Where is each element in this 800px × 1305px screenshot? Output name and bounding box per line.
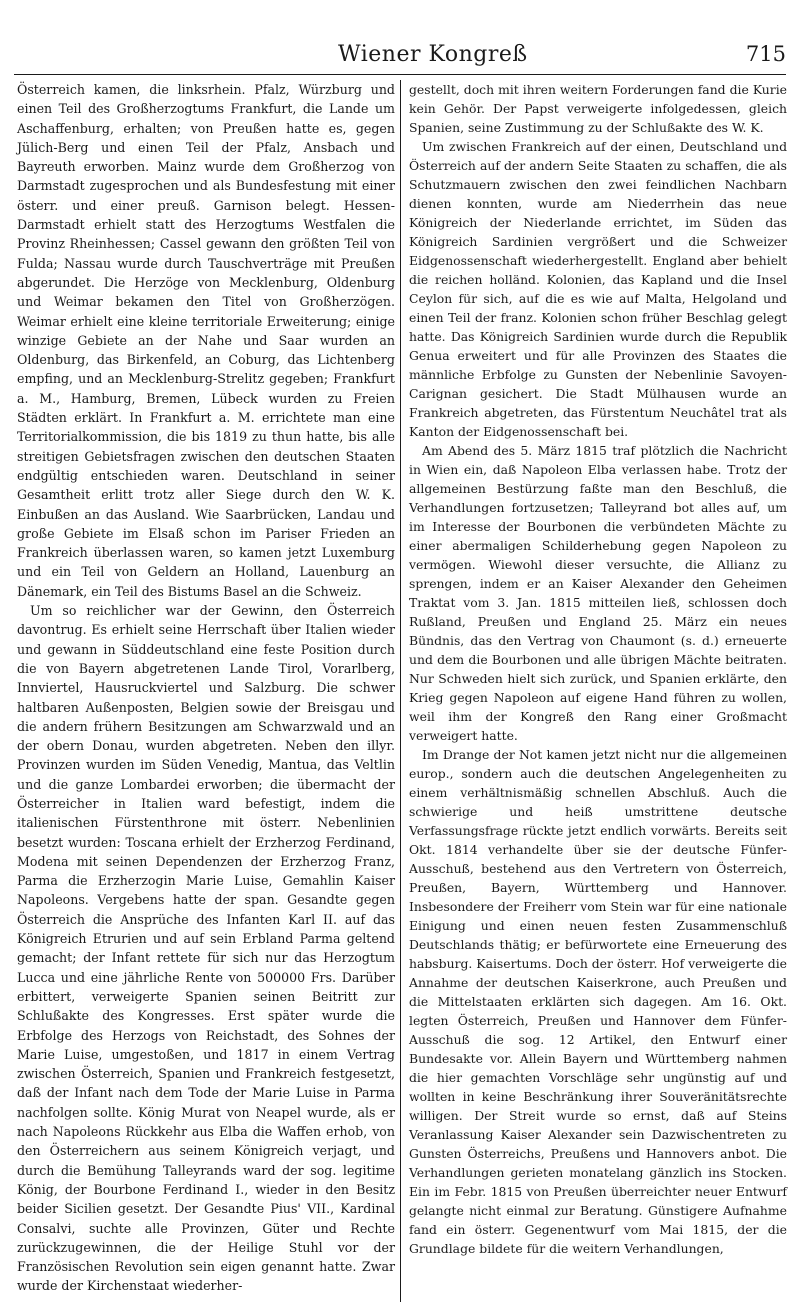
running-title: Wiener Kongreß bbox=[338, 42, 528, 67]
paragraph: Im Drange der Not kamen jetzt nicht nur die allgemeinen europ., sondern auch die deutschen Angelegenheiten zu einem verhältnismäßig schnellen Abschluß. Auch die schwierige und heiß umstrittene deutsche Verfassungsfrage rückte jetzt endlich vorwärts. Bereits seit Okt. 1814 verhandelte über sie der deutsche Fünfer-Ausschuß, bestehend aus den Vertretern von Österreich, Preußen, Bayern, Württemberg und Hannover. Insbesondere der Freiherr vom Stein war für eine nationale Einigung und einen neuen festen Zusammenschluß Deutschlands thätig; er befürwortete eine Erneuerung des habsburg. Kaisertums. Doch der österr. Hof verweigerte die Annahme der deutschen Kaiserkrone, auch Preußen und die Mittelstaaten erklärten sich dagegen. Am 16. Okt. legten Österreich, Preußen und Hannover dem Fünfer-Ausschuß die sog. 12 Artikel, den Entwurf einer Bundesakte vor. Allein Bayern und Württemberg nahmen die hier gemachten Vorschläge sehr ungünstig auf und wollten in keine Beschränkung ihrer Souveränitätsrechte willigen. Der Streit wurde so ernst, daß auf Steins Veranlassung Kaiser Alexander sein Dazwischentreten zu Gunsten Österreichs, Preußens und Hannovers anbot. Die Verhandlungen gerieten monatelang gänzlich ins Stocken. Ein im Febr. 1815 von Preußen überreichter neuer Entwurf gelangte nicht einmal zur Beratung. Günstigere Aufnahme fand ein österr. Gegenentwurf vom Mai 1815, der die Grundlage bildete für die weitern Verhandlungen, bbox=[409, 747, 787, 1256]
right-column bbox=[409, 80, 787, 1258]
page-header bbox=[0, 40, 800, 74]
paragraph: Um so reichlicher war der Gewinn, den Österreich davontrug. Es erhielt seine Herrschaft über Italien wieder und gewann in Süddeutschland eine feste Position durch die von Bayern abgetretenen Lande Tirol, Vorarlberg, Innviertel, Hausruckviertel und Salzburg. Die schwer haltbaren Außenposten, Belgien sowie der Breisgau und die andern frühern Besitzungen am Schwarzwald und an der obern Donau, wurden abgetreten. Neben den illyr. Provinzen wurden im Süden Venedig, Mantua, das Veltlin und die ganze Lombardei erworben; die übermacht der Österreicher in Italien ward befestigt, indem die italienischen Fürstenthrone mit österr. Nebenlinien besetzt wurden: Toscana erhielt der Erzherzog Ferdinand, Modena mit seinen Dependenzen der Erzherzog Franz, Parma die Erzherzogin Marie Luise, Gemahlin Kaiser Napoleons. Vergebens hatte der span. Gesandte gegen Österreich die Ansprüche des Infanten Karl II. auf das Königreich Etrurien und auf sein Erbland Parma geltend gemacht; der Infant rettete für sich nur das Herzogtum Lucca und eine jährliche Rente von 500000 Frs. Darüber erbittert, verweigerte Spanien seinen Beitritt zur Schlußakte des Kongresses. Erst später wurde die Erbfolge des Herzogs von Reichstadt, des Sohnes der Marie Luise, umgestoßen, und 1817 in einem Vertrag zwischen Österreich, Spanien und Frankreich festgesetzt, daß der Infant nach dem Tode der Marie Luise in Parma nachfolgen sollte. König Murat von Neapel wurde, als er nach Napoleons Rückkehr aus Elba die Waffen erhob, von den Österreichern aus seinem Königreich verjagt, und durch die Bemühung Talleyrands ward der sog. legitime König, der Bourbone Ferdinand I., wieder in den Besitz beider Sicilien gesetzt. Der Gesandte Pius' VII., Kardinal Consalvi, suchte alle Provinzen, Güter und Rechte zurückzugewinnen, die der Heilige Stuhl vor der Französischen Revolution sein eigen genannt hatte. Zwar wurde der Kirchenstaat wiederher- bbox=[17, 603, 395, 1294]
paragraph: Am Abend des 5. März 1815 traf plötzlich die Nachricht in Wien ein, daß Napoleon Elba verlassen habe. Trotz der allgemeinen Bestürzung faßte man den Beschluß, die Verhandlungen fortzusetzen; Talleyrand bot alles auf, um im Interesse der Bourbonen die verbündeten Mächte zu einer abermaligen Schilderhebung gegen Napoleon zu vermögen. Wiewohl dieser versuchte, die Allianz zu sprengen, indem er an Kaiser Alexander den Geheimen Traktat vom 3. Jan. 1815 mitteilen ließ, schlossen doch Rußland, Preußen und England 25. März ein neues Bündnis, das den Vertrag von Chaumont (s. d.) erneuerte und dem die Bourbonen und alle übrigen Mächte beitraten. Nur Schweden hielt sich zurück, und Spanien erklärte, den Krieg gegen Napoleon auf eigene Hand führen zu wollen, weil ihm der Kongreß den Rang einer Großmacht verweigert hatte. bbox=[409, 443, 787, 743]
header-rule bbox=[14, 74, 786, 75]
column-divider bbox=[400, 80, 401, 1302]
paragraph: gestellt, doch mit ihren weitern Forderungen fand die Kurie kein Gehör. Der Papst verweigerte infolgedessen, gleich Spanien, seine Zustimmung zu der Schlußakte des W. K. bbox=[409, 82, 787, 135]
page-number: 715 bbox=[745, 42, 786, 66]
paragraph: Um zwischen Frankreich auf der einen, Deutschland und Österreich auf der andern Seite Staaten zu schaffen, die als Schutzmauern zwischen den zwei feindlichen Nachbarn dienen konnten, wurde am Niederrhein das neue Königreich der Niederlande errichtet, im Süden das Königreich Sardinien vergrößert und die Schweizer Eidgenossenschaft wiederhergestellt. England aber behielt die reichen holländ. Kolonien, das Kapland und die Insel Ceylon für sich, auf die es wie auf Malta, Helgoland und einen Teil der franz. Kolonien schon früher Beschlag gelegt hatte. Das Königreich Sardinien wurde durch die Republik Genua erweitert und für alle Provinzen des Staates die männliche Erbfolge zu Gunsten der Nebenlinie Savoyen-Carignan gesichert. Die Stadt Mülhausen wurde an Frankreich abgetreten, das Fürstentum Neuchâtel trat als Kanton der Eidgenossenschaft bei. bbox=[409, 139, 787, 439]
paragraph: Österreich kamen, die linksrhein. Pfalz, Würzburg und einen Teil des Großherzogtums Frankfurt, die Lande um Aschaffenburg, erhalten; von Preußen hatte es, gegen Jülich-Berg und einen Teil der Pfalz, Ansbach und Bayreuth erworben. Mainz wurde dem Großherzog von Darmstadt zugesprochen und als Bundesfestung mit einer österr. und einer preuß. Garnison belegt. Hessen-Darmstadt erhielt statt des Herzogtums Westfalen die Provinz Rheinhessen; Cassel gewann den größten Teil von Fulda; Nassau wurde durch Tauschverträge mit Preußen abgerundet. Die Herzöge von Mecklenburg, Oldenburg und Weimar bekamen den Titel von Großherzögen. Weimar erhielt eine kleine territoriale Erweiterung; einige winzige Gebiete an der Nahe und Saar wurden an Oldenburg, das Birkenfeld, an Coburg, das Lichtenberg empfing, und an Mecklenburg-Strelitz gegeben; Frankfurt a. M., Hamburg, Bremen, Lübeck wurden zu Freien Städten erklärt. In Frankfurt a. M. errichtete man eine Territorialkommission, die bis 1819 zu thun hatte, bis alle streitigen Gebietsfragen zwischen den deutschen Staaten endgültig entschieden waren. Deutschland in seiner Gesamtheit erlitt trotz aller Siege durch den W. K. Einbußen an das Ausland. Wie Saarbrücken, Landau und große Gebiete im Elsaß schon im Pariser Frieden an Frankreich überlassen waren, so kamen jetzt Luxemburg und ein Teil von Geldern an Holland, Lauenburg an Dänemark, ein Teil des Bistums Basel an die Schweiz. bbox=[17, 82, 395, 599]
left-column bbox=[17, 80, 395, 1296]
